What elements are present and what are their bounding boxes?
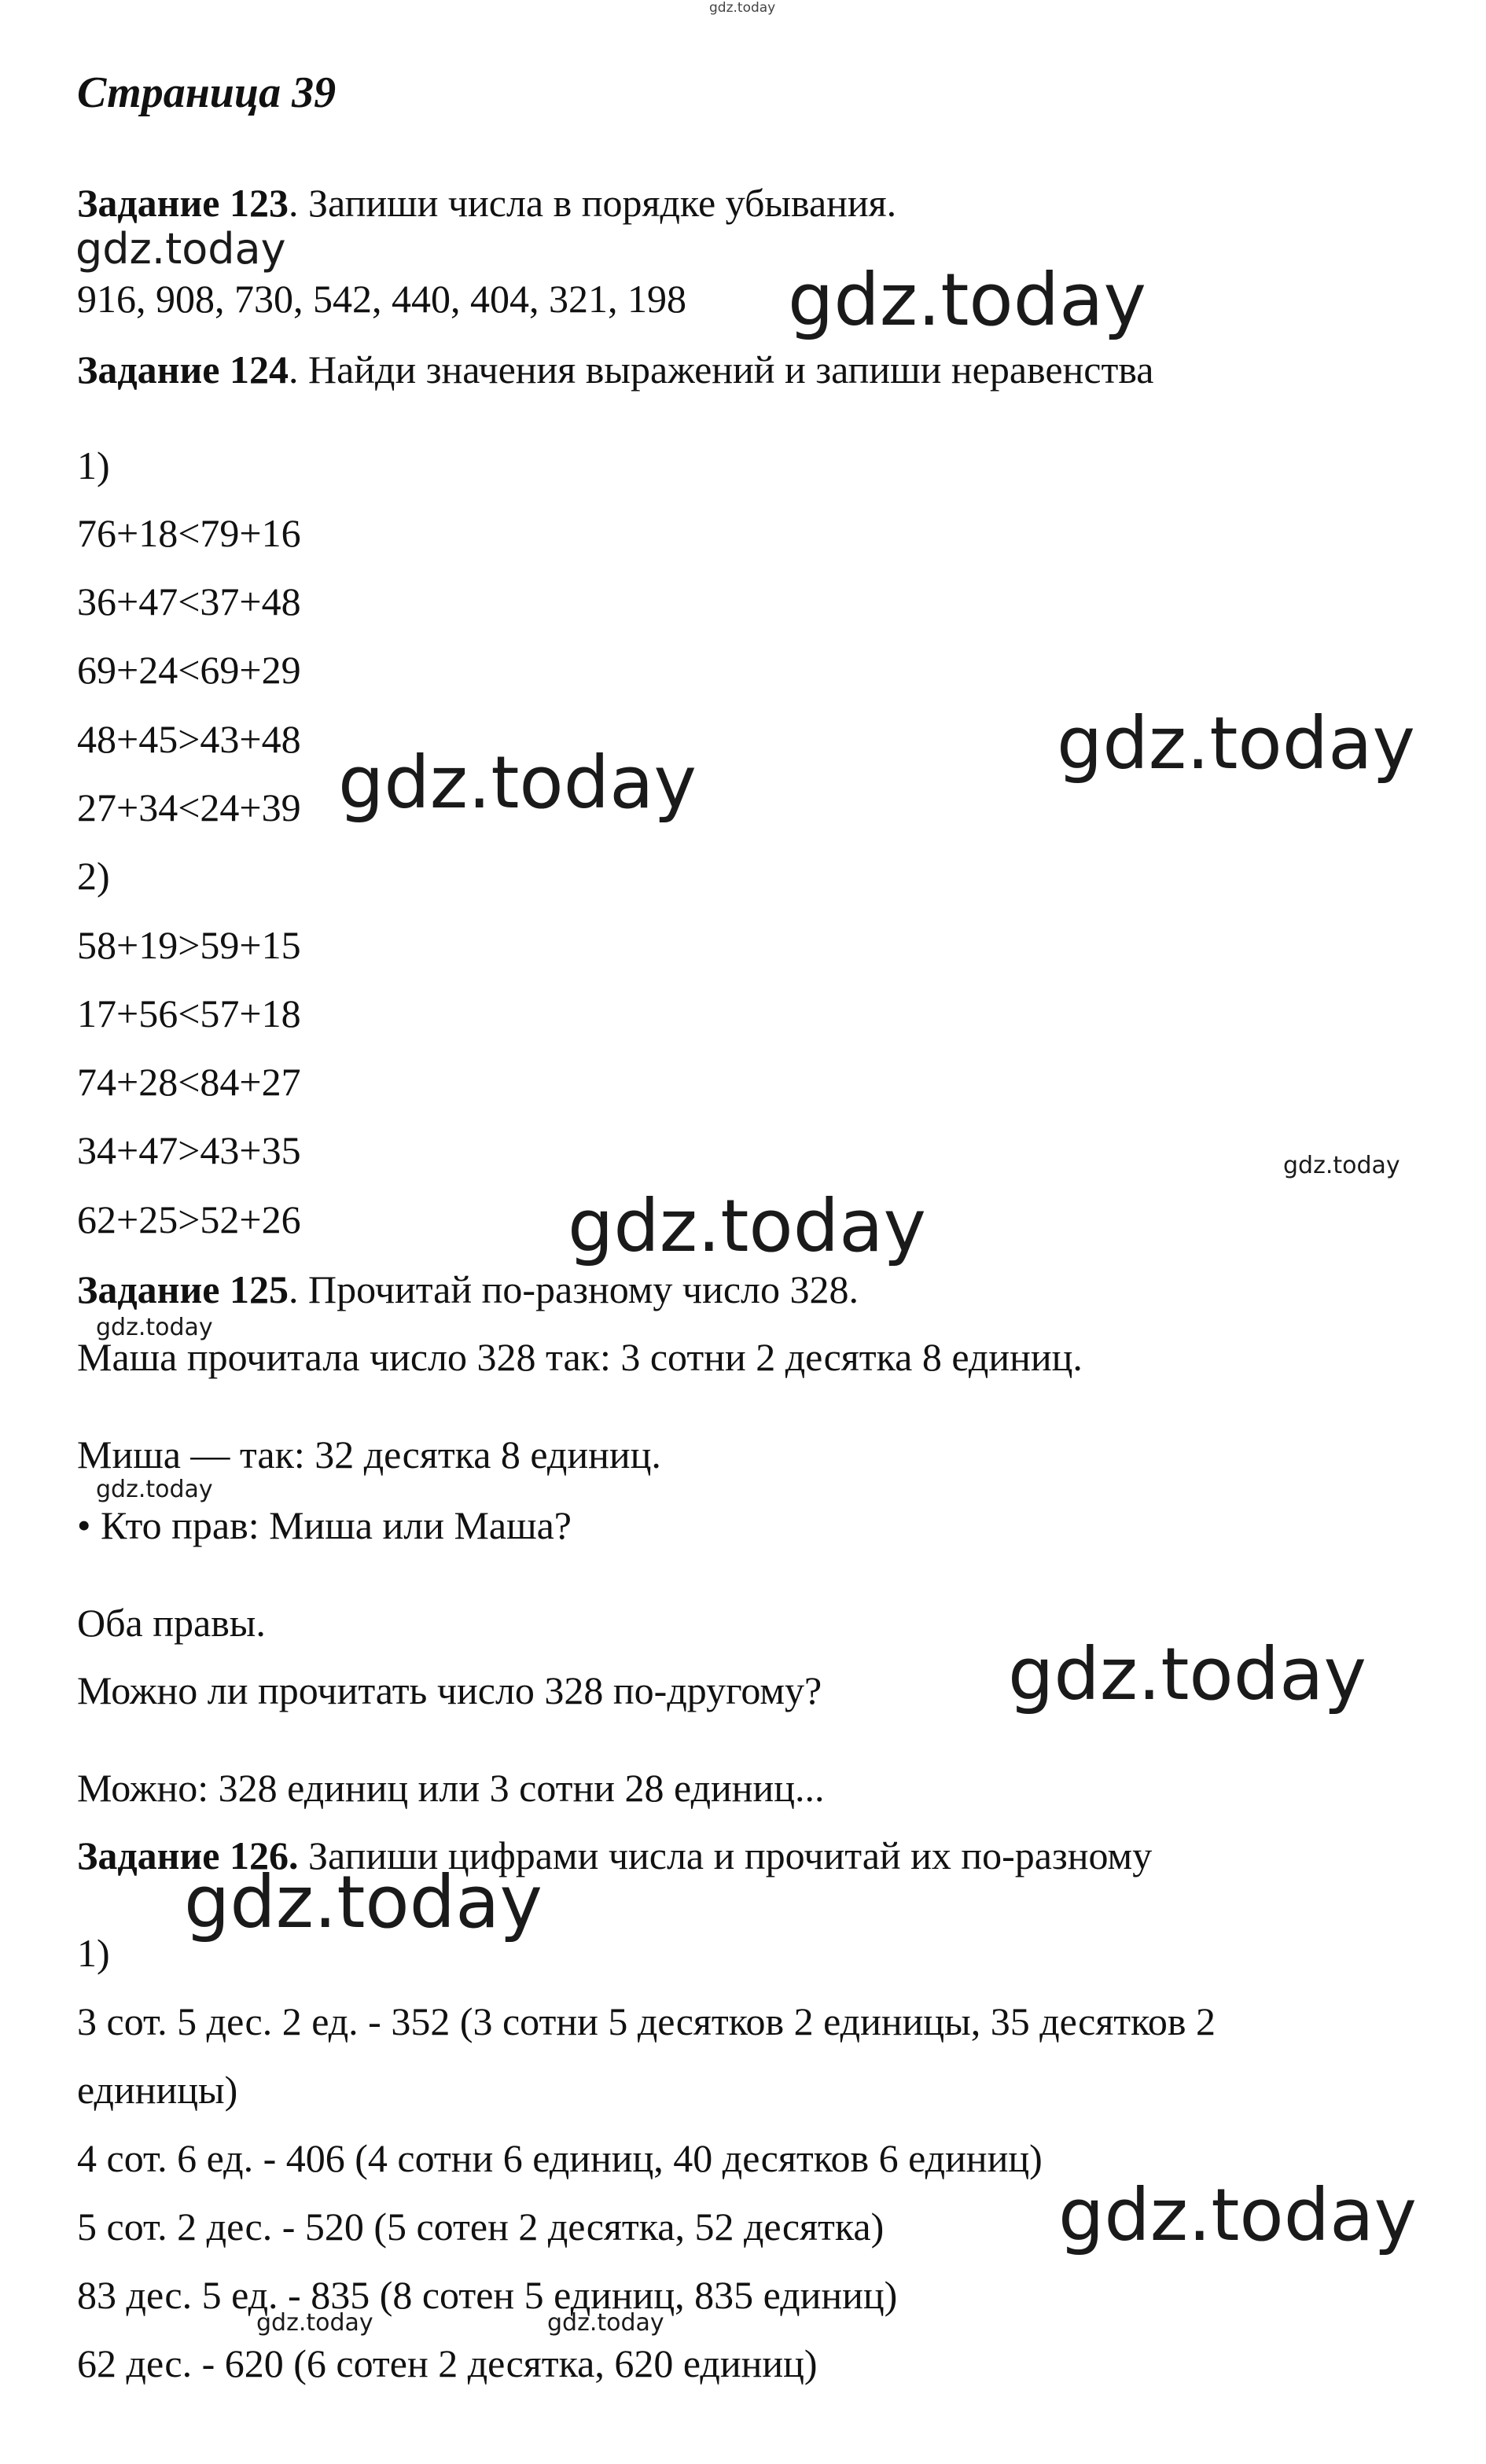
page-title: Страница 39 (77, 68, 337, 117)
task-124-text: . Найди значения выражений и запиши неравенства (289, 348, 1154, 392)
task-124-part1-label: 1) (77, 443, 110, 487)
task-124-expression: 17+56<57+18 (77, 991, 301, 1035)
task-126-line: 4 сот. 6 ед. - 406 (4 сотни 6 единиц, 40 десятков 6 единиц) (77, 2136, 1043, 2180)
task-124-heading (77, 346, 1153, 393)
task-124-expression: 62+25>52+26 (77, 1197, 301, 1241)
watermark: gdz.today (1008, 1632, 1366, 1716)
task-126-line: 83 дес. 5 ед. - 835 (8 сотен 5 единиц, 835 единиц) (77, 2273, 898, 2317)
task-125-label: Задание 125 (77, 1267, 289, 1311)
watermark: gdz.today (75, 224, 286, 274)
watermark: gdz.today (1057, 701, 1415, 785)
task-125-line: Оба правы. (77, 1601, 266, 1645)
task-126-line: 5 сот. 2 дес. - 520 (5 сотен 2 десятка, 52 десятка) (77, 2205, 885, 2249)
task-126-part1-label: 1) (77, 1931, 110, 1975)
watermark: gdz.today (1058, 2173, 1417, 2257)
task-125-line: Маша прочитала число 328 так: 3 сотни 2 десятка 8 единиц. (77, 1335, 1083, 1379)
task-124-expression: 69+24<69+29 (77, 648, 301, 692)
task-124-expression: 34+47>43+35 (77, 1128, 301, 1172)
watermark: gdz.today (96, 1476, 213, 1503)
task-125-line: Можно ли прочитать число 328 по-другому? (77, 1668, 822, 1712)
watermark: gdz.today (788, 258, 1146, 342)
watermark: gdz.today (709, 0, 776, 16)
task-123-label: Задание 123 (77, 181, 289, 225)
watermark: gdz.today (568, 1184, 926, 1268)
task-124-label: Задание 124 (77, 348, 289, 392)
watermark: gdz.today (184, 1860, 543, 1944)
task-125-heading (77, 1266, 859, 1313)
task-124-expression: 76+18<79+16 (77, 511, 301, 555)
task-124-part2-label: 2) (77, 854, 110, 898)
watermark: gdz.today (338, 741, 697, 825)
watermark: gdz.today (1283, 1152, 1400, 1179)
watermark: gdz.today (96, 1314, 213, 1341)
task-124-expression: 48+45>43+48 (77, 717, 301, 761)
watermark: gdz.today (256, 2309, 373, 2337)
task-125-text: . Прочитай по-разному число 328. (289, 1267, 859, 1311)
task-126-line: единицы) (77, 2068, 238, 2112)
task-123-heading (77, 179, 896, 226)
task-124-expression: 36+47<37+48 (77, 579, 301, 623)
task-125-line: Можно: 328 единиц или 3 сотни 28 единиц... (77, 1766, 825, 1810)
task-124-expression: 74+28<84+27 (77, 1060, 301, 1104)
task-126-line: 3 сот. 5 дес. 2 ед. - 352 (3 сотни 5 десятков 2 единицы, 35 десятков 2 (77, 1999, 1216, 2043)
task-123-text: . Запиши числа в порядке убывания. (289, 181, 897, 225)
task-126-line: 62 дес. - 620 (6 сотен 2 десятка, 620 единиц) (77, 2341, 818, 2385)
task-126-text: Запиши цифрами числа и прочитай их по-разному (298, 1833, 1153, 1877)
task-124-expression: 27+34<24+39 (77, 785, 301, 829)
task-123-answer: 916, 908, 730, 542, 440, 404, 321, 198 (77, 277, 686, 321)
watermark: gdz.today (547, 2309, 664, 2337)
task-125-line: • Кто прав: Миша или Маша? (77, 1503, 572, 1547)
task-126-label: Задание 126. (77, 1833, 299, 1877)
task-124-expression: 58+19>59+15 (77, 923, 301, 967)
task-125-line: Миша — так: 32 десятка 8 единиц. (77, 1432, 661, 1477)
